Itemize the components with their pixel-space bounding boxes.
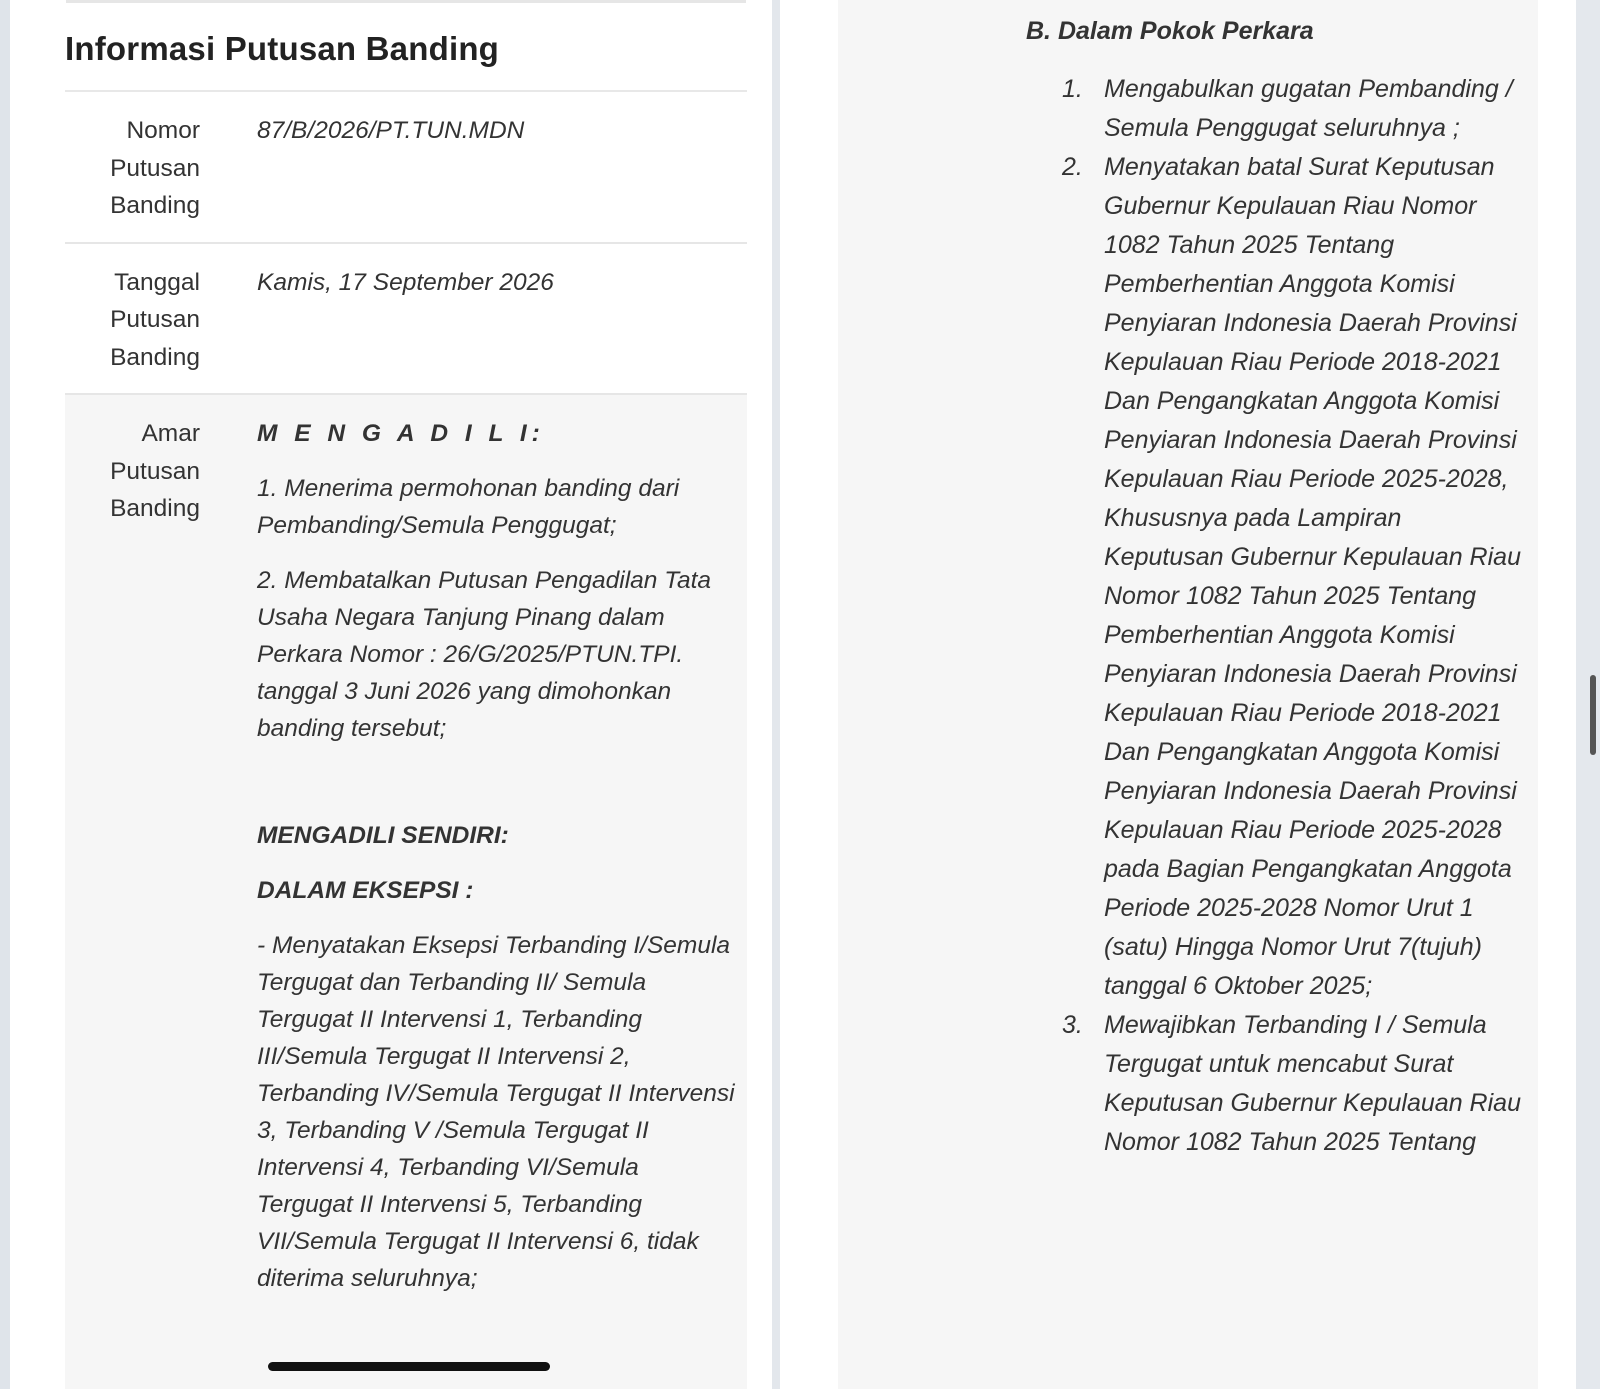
amar-item-1: 1. Menerima permohonan banding dari Pembanding/Semula Penggugat; (257, 475, 680, 539)
top-divider (66, 0, 746, 3)
info-table (65, 90, 747, 1389)
row-label: Amar Putusan Banding (110, 420, 200, 522)
table-row-amar (65, 395, 747, 1389)
row-label: Nomor Putusan Banding (110, 117, 200, 219)
eksepsi-text: - Menyatakan Eksepsi Terbanding I/Semula Tergugat dan Terbanding II/ Semula Tergugat II Intervensi 1, Terbanding III/Semula Tergugat II Intervensi 2, Terbanding IV/Semula Tergugat II Intervensi 3, Terbanding V /Semula Tergugat II Intervensi 4, Terbanding VI/Semula Tergugat II Intervensi 5, Terbanding VII/Semula Tergugat II Intervensi 6, tidak diterima seluruhnya; (257, 932, 735, 1292)
scrollbar-thumb[interactable] (1590, 675, 1596, 755)
spacer (257, 765, 737, 817)
list-item (1062, 70, 1522, 148)
mengadili-sendiri-heading: MENGADILI SENDIRI: (257, 822, 509, 849)
amar-item-2: 2. Membatalkan Putusan Pengadilan Tata Usaha Negara Tanjung Pinang dalam Perkara Nomor : 26/G/2025/PTUN.TPI. tanggal 3 Juni 2026 yang dimohonkan banding tersebut; (257, 567, 712, 742)
row-label: Tanggal Putusan Banding (110, 268, 200, 371)
pokok-perkara-list (1062, 70, 1522, 1162)
table-row-nomor (65, 92, 747, 244)
amar-heading: M E N G A D I L I: (257, 420, 545, 447)
section-heading: B. Dalam Pokok Perkara (1026, 17, 1314, 45)
window-edge (1576, 0, 1600, 1389)
list-text: Mengabulkan gugatan Pembanding / Semula Penggugat seluruhnya ; (1104, 75, 1513, 142)
table-row-tanggal (65, 244, 747, 396)
list-text: Mewajibkan Terbanding I / Semula Tergugat untuk mencabut Surat Keputusan Gubernur Kepulauan Riau Nomor 1082 Tahun 2025 Tentang (1104, 1011, 1521, 1156)
panel-divider (772, 0, 780, 1389)
dalam-eksepsi-heading: DALAM EKSEPSI : (257, 877, 474, 904)
list-item (1062, 1006, 1522, 1162)
row-value: 87/B/2026/PT.TUN.MDN (257, 117, 525, 144)
list-number: 3. (1062, 1011, 1083, 1039)
list-text: Menyatakan batal Surat Keputusan Gubernur Kepulauan Riau Nomor 1082 Tahun 2025 Tentang Pemberhentian Anggota Komisi Penyiaran Indonesia Daerah Provinsi Kepulauan Riau Periode 2018-2021 Dan Pengangkatan Anggota Komisi Penyiaran Indonesia Daerah Provinsi Kepulauan Riau Periode 2025-2028, Khususnya pada Lampiran Keputusan Gubernur Kepulauan Riau Nomor 1082 Tahun 2025 Tentang Pemberhentian Anggota Komisi Penyiaran Indonesia Daerah Provinsi Kepulauan Riau Periode 2018-2021 Dan Pengangkatan Anggota Komisi Penyiaran Indonesia Daerah Provinsi Kepulauan Riau Periode 2025-2028 pada Bagian Pengangkatan Anggota Periode 2025-2028 Nomor Urut 1 (satu) Hingga Nomor Urut 7(tujuh) tanggal 6 Oktober 2025; (1104, 153, 1521, 1000)
amar-content (200, 395, 747, 1389)
list-item (1062, 148, 1522, 1006)
left-screen (10, 0, 772, 1389)
row-value: Kamis, 17 September 2026 (257, 268, 554, 296)
list-number: 2. (1062, 153, 1083, 181)
home-indicator[interactable] (268, 1362, 550, 1371)
list-number: 1. (1062, 75, 1083, 103)
page-title: Informasi Putusan Banding (65, 30, 500, 67)
